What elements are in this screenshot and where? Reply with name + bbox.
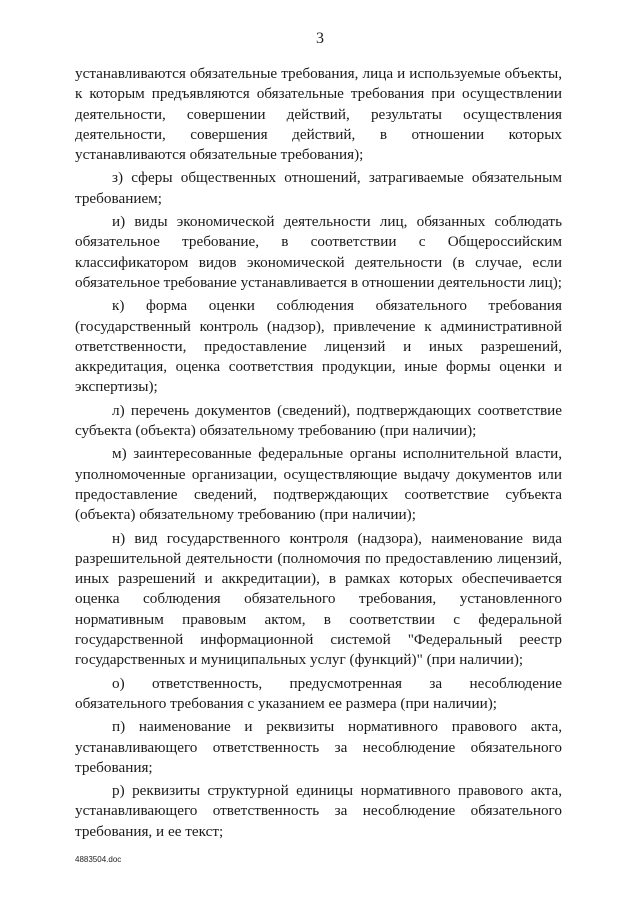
paragraph-item-l: л) перечень документов (сведений), подтверждающих соответствие субъекта (объекта) обязательному требованию (при наличии); xyxy=(75,401,562,440)
paragraph-item-i: и) виды экономической деятельности лиц, обязанных соблюдать обязательное требование, в соответствии с Общероссийским классификатором видов экономической деятельности (в случае, если обязательное требование устанавливается в отношении деятельности лиц); xyxy=(75,213,563,291)
paragraph-item-o: о) ответственность, предусмотренная за несоблюдение обязательного требования с указанием ее размера (при наличии); xyxy=(75,674,562,712)
paragraph-item-z: з) сферы общественных отношений, затрагиваемые обязательным требованием; xyxy=(75,169,562,207)
document-file-id: 4883504.doc xyxy=(75,855,122,864)
paragraph-item-m: м) заинтересованные федеральные органы исполнительной власти, уполномоченные организации, осуществляющие выдачу документов или предоставление сведений, подтверждающих соответствие субъекта (объекта) обязательному требованию (при наличии); xyxy=(75,445,562,524)
document-body xyxy=(75,64,562,845)
paragraph-item-p: п) наименование и реквизиты нормативного правового акта, устанавливающего ответственность за несоблюдение обязательного требования; xyxy=(75,718,562,776)
paragraph-continuation: устанавливаются обязательные требования, лица и используемые объекты, к которым предъявляются обязательные требования при осуществлении деятельности, совершении действий, результаты осуществления деятельности, совершения действий, в отношении которых устанавливаются обязательные требования); xyxy=(75,65,562,164)
paragraph-item-n: н) вид государственного контроля (надзора), наименование вида разрешительной деятельности (полномочия по предоставлению лицензий, иных разрешений и аккредитации), в рамках которых обеспечивается оценка соблюдения обязательного требования, установленного нормативным правовым актом, в соответствии с федеральной государственной информационной системой "Федеральный реестр государственных и муниципальных услуг (функций)" (при наличии); xyxy=(75,529,562,669)
page-number: 3 xyxy=(316,30,324,47)
paragraph-item-k: к) форма оценки соблюдения обязательного требования (государственный контроль (надзор), привлечение к административной ответственности, предоставление лицензий и иных разрешений, аккредитация, оценка соответствия продукции, иные формы оценки и экспертизы); xyxy=(75,297,562,396)
paragraph-item-r: р) реквизиты структурной единицы нормативного правового акта, устанавливающего ответственность за несоблюдение обязательного требования, и ее текст; xyxy=(75,782,562,840)
